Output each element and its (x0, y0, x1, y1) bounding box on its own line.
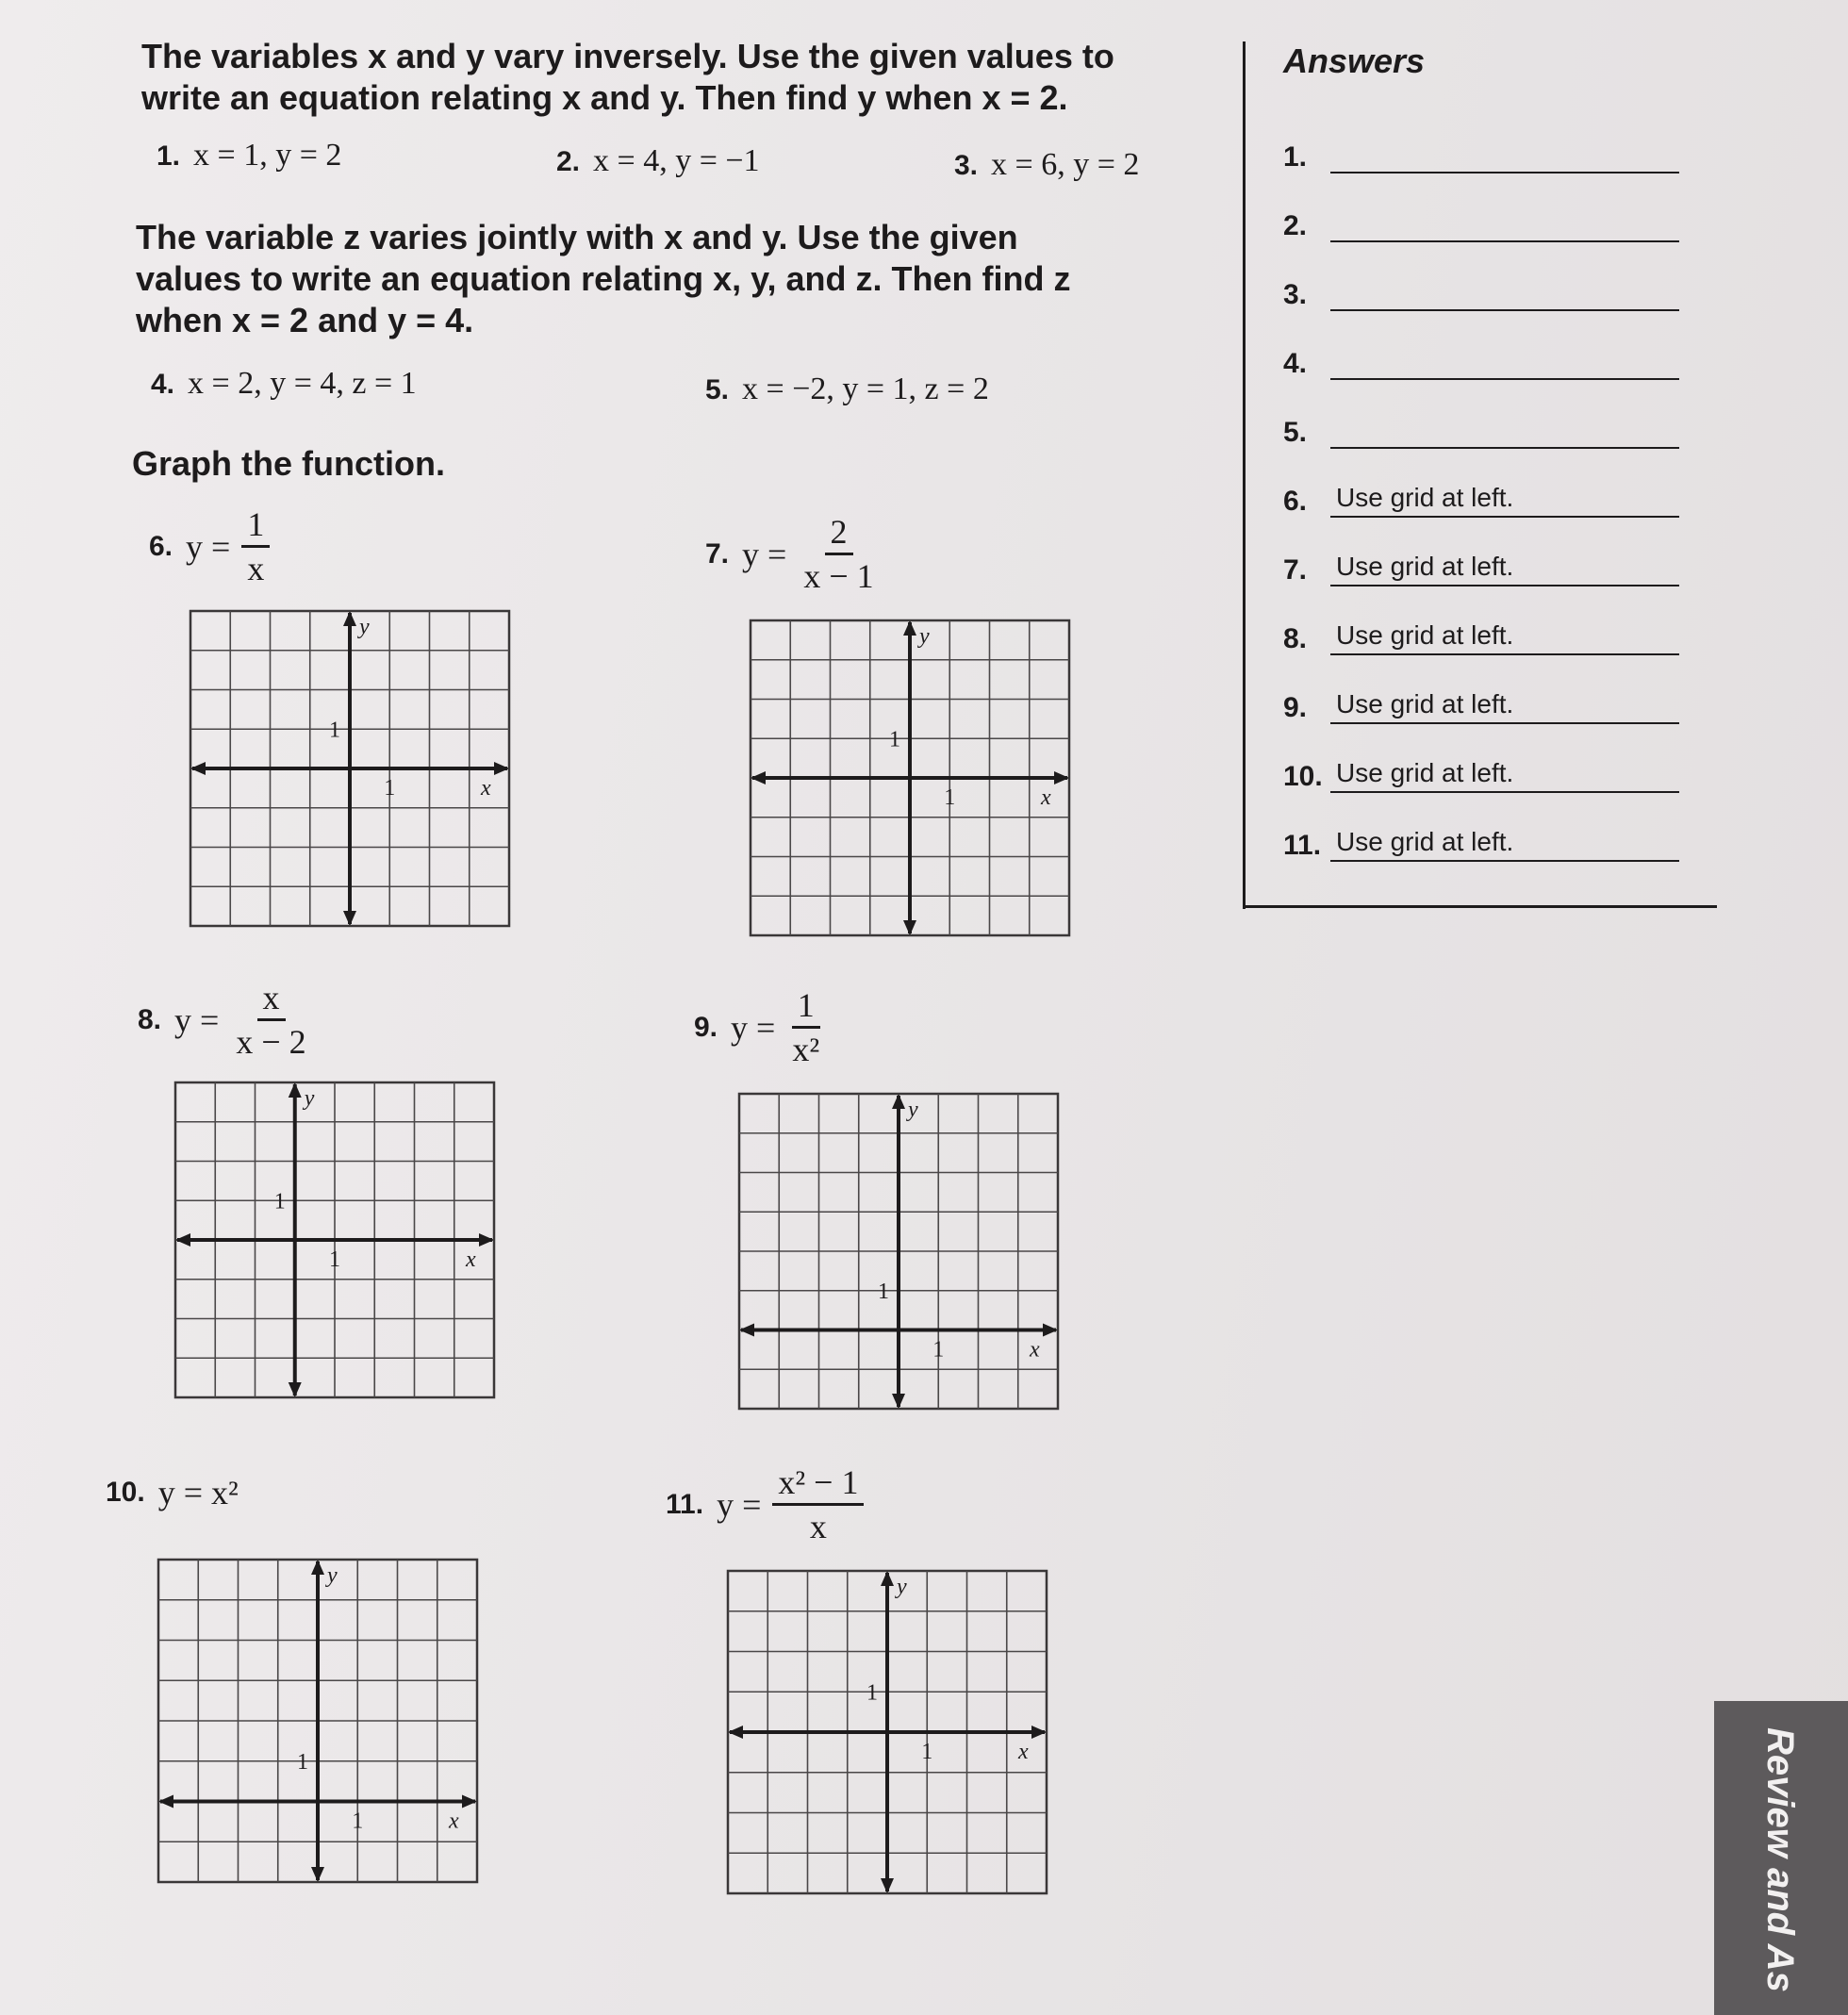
denominator: x² (792, 1031, 820, 1068)
x-axis-arrow-left (739, 1324, 754, 1337)
function-11 (666, 1463, 864, 1545)
problem-number: 9. (694, 1011, 718, 1043)
y-axis-label: y (304, 1086, 315, 1111)
section2-heading-line2: values to write an equation relating x, y, and z. Then find z (136, 259, 1071, 298)
denominator: x − 1 (803, 557, 874, 595)
y-tick-label: 1 (273, 1189, 286, 1214)
y-axis-arrow-up (343, 611, 356, 626)
problem-text: x = 6, y = 2 (991, 147, 1140, 182)
x-tick-label: 1 (329, 1247, 340, 1272)
problem-number: 8. (138, 1003, 162, 1035)
answer-row-4 (1283, 339, 1679, 380)
answer-row-8 (1283, 614, 1679, 655)
y-tick-label: 1 (866, 1680, 878, 1706)
problem-number: 11. (666, 1488, 704, 1520)
problem-number: 6. (149, 530, 173, 562)
answers-bottom-rule (1246, 905, 1717, 908)
function-8 (138, 979, 312, 1061)
answer-number: 6. (1283, 486, 1308, 517)
problem-number: 3. (954, 150, 979, 181)
fraction (798, 513, 879, 595)
numerator: 2 (825, 513, 853, 555)
y-axis-label: y (908, 1098, 918, 1122)
y-axis-arrow-down (881, 1878, 894, 1893)
function-9 (694, 986, 825, 1068)
answer-row-6 (1283, 476, 1679, 518)
x-axis-arrow-right (479, 1233, 494, 1247)
answer-number: 3. (1283, 279, 1308, 310)
answer-number: 2. (1283, 210, 1308, 241)
section1-heading-line2: write an equation relating x and y. Then find y when x = 2. (141, 78, 1068, 117)
answer-field[interactable]: Use grid at left. (1330, 755, 1679, 793)
y-axis-arrow-down (343, 911, 356, 926)
denominator: x (809, 1508, 827, 1545)
problem-3 (954, 147, 1139, 183)
y-axis-arrow-up (892, 1094, 905, 1109)
grid-6[interactable] (187, 607, 513, 930)
answers-column (1243, 41, 1717, 909)
y-tick-label: 1 (878, 1279, 889, 1304)
function-lhs: y = (174, 1000, 220, 1039)
fraction (772, 1463, 864, 1545)
answer-row-2 (1283, 201, 1679, 242)
y-axis-arrow-down (903, 920, 916, 935)
x-axis-label: x (1030, 1337, 1040, 1363)
section2-heading-line3: when x = 2 and y = 4. (136, 301, 474, 339)
answer-field[interactable]: Use grid at left. (1330, 618, 1679, 655)
x-axis-arrow-left (728, 1726, 743, 1739)
numerator: 1 (241, 505, 270, 548)
denominator: x − 2 (236, 1023, 306, 1061)
function-10 (106, 1473, 239, 1512)
problem-number: 1. (157, 140, 181, 172)
y-axis-label: y (897, 1575, 907, 1599)
answer-field[interactable]: Use grid at left. (1330, 549, 1679, 586)
numerator: x² − 1 (772, 1463, 864, 1506)
answer-number: 8. (1283, 623, 1308, 654)
answer-number: 4. (1283, 348, 1308, 379)
section2-heading (136, 217, 1070, 341)
answer-number: 11. (1283, 830, 1322, 861)
answer-field[interactable] (1330, 273, 1679, 311)
problem-1 (157, 138, 341, 173)
y-tick-label: 1 (889, 727, 900, 752)
problem-number: 4. (151, 369, 175, 400)
answer-field[interactable]: Use grid at left. (1330, 824, 1679, 862)
y-tick-label: 1 (329, 718, 340, 743)
function-lhs: y = (731, 1008, 776, 1047)
y-axis-arrow-up (289, 1082, 302, 1098)
x-tick-label: 1 (944, 785, 956, 810)
x-axis-arrow-right (1043, 1324, 1058, 1337)
x-axis-arrow-left (751, 771, 766, 785)
problem-text: x = 1, y = 2 (193, 138, 342, 173)
problem-5 (705, 372, 989, 407)
x-axis-label: x (1018, 1740, 1029, 1764)
problem-text: x = 2, y = 4, z = 1 (188, 366, 417, 401)
y-axis-arrow-up (903, 620, 916, 636)
y-axis-arrow-down (311, 1867, 324, 1882)
denominator: x (247, 550, 265, 587)
y-tick-label: 1 (297, 1749, 308, 1775)
x-axis-arrow-right (1054, 771, 1069, 785)
x-tick-label: 1 (384, 776, 396, 801)
answer-field[interactable] (1330, 136, 1679, 173)
y-axis-arrow-up (311, 1560, 324, 1575)
answer-row-1 (1283, 132, 1679, 173)
answer-number: 5. (1283, 417, 1308, 448)
section1-heading (141, 36, 1114, 119)
grid-11[interactable] (724, 1567, 1050, 1897)
problem-text: x = 4, y = −1 (593, 143, 760, 178)
numerator: 1 (792, 986, 820, 1029)
function-7 (705, 513, 880, 595)
function-lhs: y = (186, 527, 231, 566)
answer-field[interactable]: Use grid at left. (1330, 480, 1679, 518)
x-tick-label: 1 (932, 1337, 945, 1363)
grid-7[interactable] (747, 617, 1073, 939)
grid-10[interactable] (155, 1556, 481, 1886)
y-axis-label: y (919, 624, 930, 649)
answer-field[interactable] (1330, 411, 1679, 449)
function-expression: y = x² (157, 1474, 239, 1511)
x-axis-arrow-right (1031, 1726, 1047, 1739)
answer-number: 9. (1283, 692, 1308, 723)
answer-number: 10. (1283, 761, 1323, 792)
function-lhs: y = (742, 535, 787, 573)
y-axis-arrow-down (892, 1394, 905, 1409)
answer-row-11 (1283, 820, 1679, 862)
answers-title: Answers (1283, 41, 1426, 80)
y-axis-arrow-up (881, 1571, 894, 1586)
numerator: x (257, 979, 286, 1021)
x-axis-arrow-right (494, 762, 509, 775)
grid-8[interactable] (172, 1079, 498, 1401)
problem-number: 5. (705, 374, 730, 405)
problem-2 (556, 143, 760, 179)
y-axis-label: y (359, 615, 370, 639)
section1-heading-line1: The variables x and y vary inversely. Use the given values to (141, 37, 1114, 75)
x-axis-arrow-left (158, 1795, 173, 1809)
x-axis-arrow-left (190, 762, 206, 775)
x-axis-label: x (481, 776, 491, 801)
fraction (241, 505, 270, 587)
section3-heading: Graph the function. (132, 444, 445, 483)
answer-number: 7. (1283, 554, 1308, 586)
problem-number: 10. (106, 1477, 145, 1508)
fraction (786, 986, 825, 1068)
y-axis-arrow-down (289, 1382, 302, 1397)
fraction (230, 979, 311, 1061)
x-tick-label: 1 (921, 1740, 933, 1764)
answer-row-3 (1283, 270, 1679, 311)
side-tab (1714, 1701, 1848, 2015)
x-tick-label: 1 (352, 1809, 364, 1834)
x-axis-label: x (449, 1809, 459, 1834)
problem-number: 7. (705, 537, 730, 570)
x-axis-arrow-left (175, 1233, 190, 1247)
answer-field[interactable] (1330, 205, 1679, 242)
answer-row-5 (1283, 407, 1679, 449)
x-axis-label: x (1041, 785, 1051, 810)
answer-row-7 (1283, 545, 1679, 586)
x-axis-arrow-right (462, 1795, 477, 1809)
grid-9[interactable] (735, 1090, 1062, 1412)
answer-field[interactable]: Use grid at left. (1330, 686, 1679, 724)
x-axis-label: x (466, 1247, 476, 1272)
answer-row-10 (1283, 751, 1679, 793)
problem-number: 2. (556, 146, 581, 177)
function-lhs: y = (717, 1485, 762, 1524)
problem-text: x = −2, y = 1, z = 2 (742, 372, 989, 406)
answer-number: 1. (1283, 141, 1308, 173)
problem-4 (151, 366, 417, 402)
side-tab-label: Review and As (1759, 1727, 1801, 1992)
y-axis-label: y (327, 1563, 338, 1588)
answer-field[interactable] (1330, 342, 1679, 380)
function-6 (149, 505, 270, 587)
answer-row-9 (1283, 683, 1679, 724)
section2-heading-line1: The variable z varies jointly with x and y. Use the given (136, 218, 1018, 256)
